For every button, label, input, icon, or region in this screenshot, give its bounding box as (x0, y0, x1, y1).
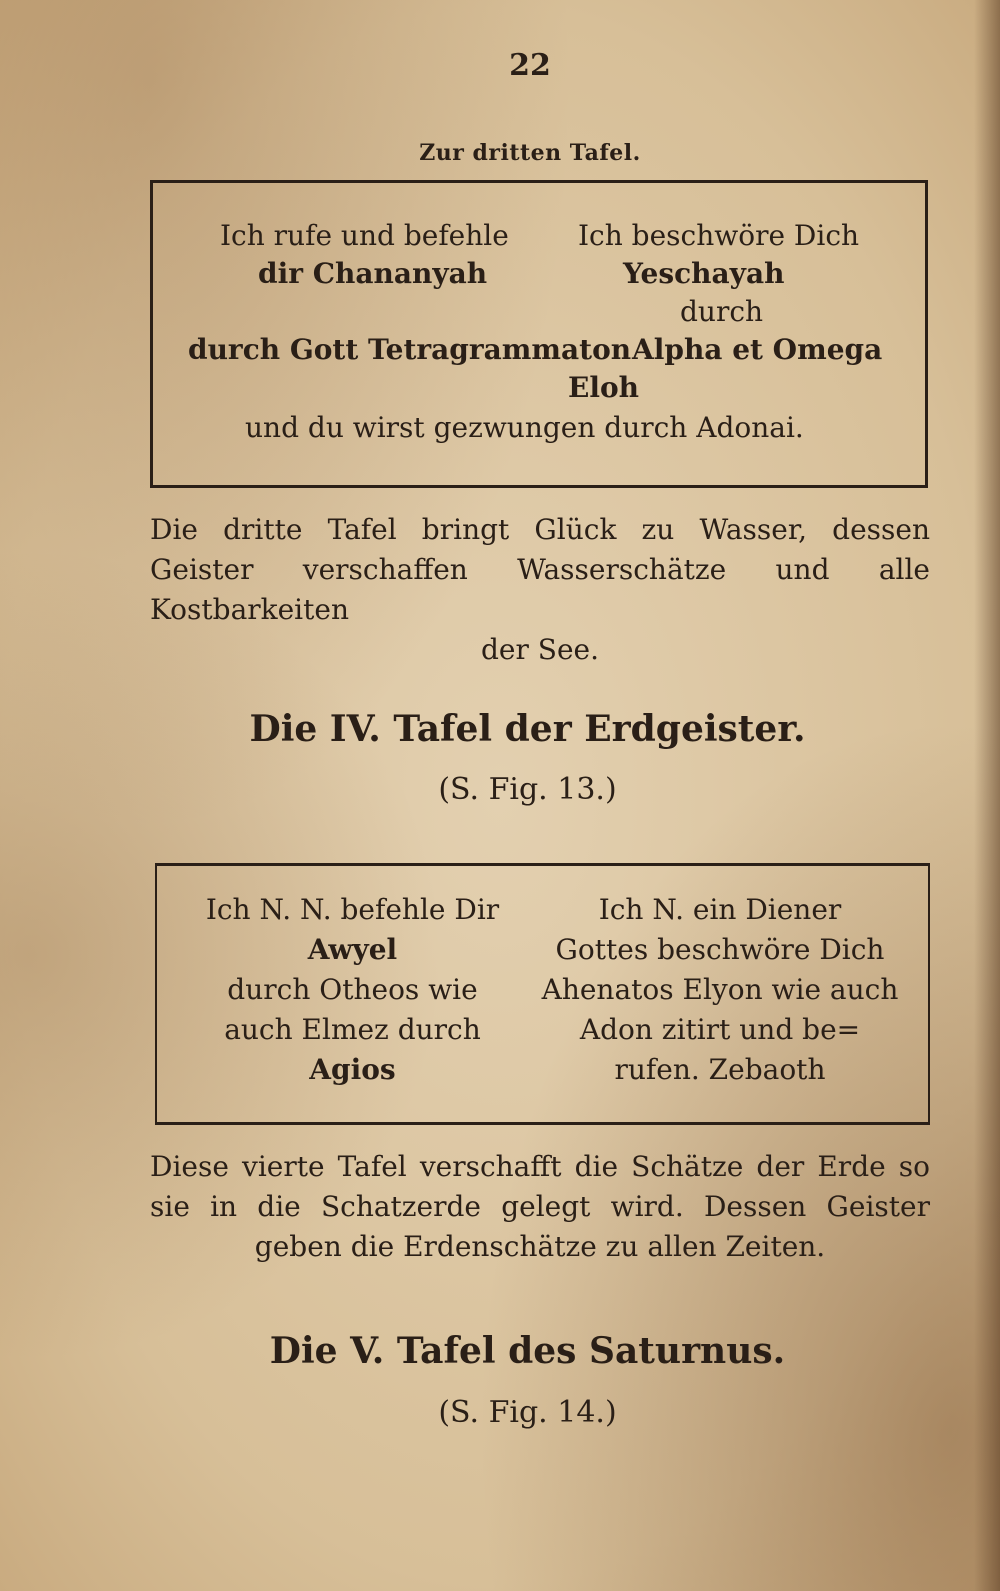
table3-right-line-2: Yeschayah (623, 257, 785, 290)
paragraph4-line-1: Diese vierte Tafel verschafft die Schätze der Erde so (150, 1150, 930, 1183)
table4-right-column (520, 890, 920, 1090)
table3-center-line-1: Eloh (568, 371, 640, 404)
table3-right-line-1: Ich beschwöre Dich (578, 219, 860, 252)
page-number: 22 (509, 48, 551, 83)
table3-center-line-2: und du wirst gezwungen durch Adonai. (245, 411, 804, 444)
table4-right-line-5: rufen. Zebaoth (614, 1053, 826, 1086)
paragraph3-line-3: der See. (480, 633, 599, 666)
fourth-table-description (150, 1147, 930, 1267)
table3-right-line-3: durch (680, 295, 764, 328)
paragraph3-line-2: Geister verschaffen Wasserschätze und alle Kostbarkeiten (150, 553, 930, 626)
table3-left-line-3: durch Gott Tetragrammaton (188, 333, 632, 366)
table3-right-line-4: Alpha et Omega (632, 333, 883, 366)
paragraph3-line-1: Die dritte Tafel bringt Glück zu Wasser, dessen (150, 513, 930, 546)
table-caption: Zur dritten Tafel. (419, 140, 641, 166)
table3-left-line-2: dir Chananyah (258, 257, 488, 290)
fifth-table-heading: Die V. Tafel des Saturnus. (269, 1330, 786, 1372)
table4-left-line-3: durch Otheos wie (227, 973, 478, 1006)
table4-right-line-3: Ahenatos Elyon wie auch (541, 973, 899, 1006)
table4-left-line-2: Awyel (307, 933, 398, 966)
paragraph4-line-3: geben die Erdenschätze zu allen Zeiten. (254, 1230, 826, 1263)
third-table-description (150, 510, 930, 670)
table4-left-column (170, 890, 535, 1090)
table4-left-line-4: auch Elmez durch (224, 1013, 481, 1046)
table3-left-line-1: Ich rufe und befehle (220, 219, 509, 252)
fourth-table-heading: Die IV. Tafel der Erdgeister. (249, 708, 806, 750)
fifth-table-figure-ref: (S. Fig. 14.) (438, 1395, 617, 1430)
table4-right-line-4: Adon zitirt und be= (579, 1013, 861, 1046)
paragraph4-line-2: sie in die Schatzerde gelegt wird. Dessen Geister (150, 1190, 930, 1223)
table4-right-line-2: Gottes beschwöre Dich (555, 933, 885, 966)
fourth-table-figure-ref: (S. Fig. 13.) (438, 772, 617, 807)
table4-left-line-1: Ich N. N. befehle Dir (205, 893, 500, 926)
table4-right-line-1: Ich N. ein Diener (598, 893, 842, 926)
table4-left-line-5: Agios (309, 1053, 396, 1086)
